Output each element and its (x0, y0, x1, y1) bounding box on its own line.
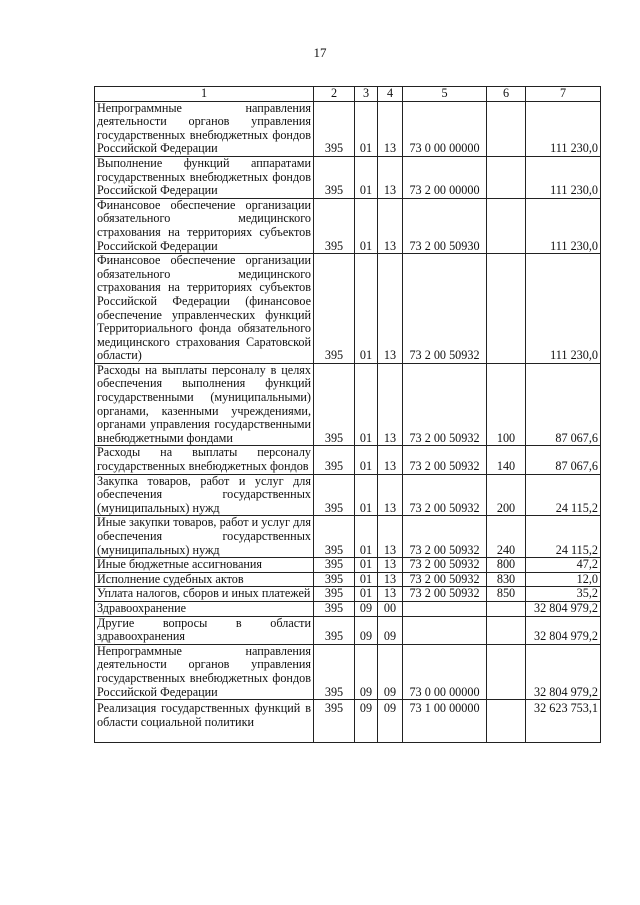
cell-col-2: 395 (314, 644, 355, 699)
column-header-5: 5 (403, 87, 487, 102)
cell-col-6 (487, 644, 526, 699)
cell-col-7: 111 230,0 (526, 254, 601, 364)
table-row (95, 474, 601, 516)
row-name: Выполнение функций аппаратами государственных внебюджетных фондов Российской Федерации (95, 156, 314, 198)
row-name: Иные бюджетные ассигнования (95, 558, 314, 573)
table-row (95, 700, 601, 743)
cell-col-2: 395 (314, 700, 355, 743)
cell-col-5: 73 2 00 50932 (403, 558, 487, 573)
cell-col-3: 01 (355, 254, 378, 364)
cell-col-5: 73 2 00 50932 (403, 587, 487, 602)
cell-col-2: 395 (314, 446, 355, 474)
cell-col-3: 01 (355, 474, 378, 516)
cell-col-6 (487, 616, 526, 644)
cell-col-7: 32 804 979,2 (526, 616, 601, 644)
table-row (95, 558, 601, 573)
cell-col-4: 13 (378, 572, 403, 587)
cell-col-7: 32 623 753,1 (526, 700, 601, 743)
cell-col-2: 395 (314, 572, 355, 587)
row-name: Здравоохранение (95, 601, 314, 616)
cell-col-7: 47,2 (526, 558, 601, 573)
cell-col-4: 13 (378, 587, 403, 602)
cell-col-7: 32 804 979,2 (526, 601, 601, 616)
cell-col-2: 395 (314, 198, 355, 253)
row-name: Иные закупки товаров, работ и услуг для обеспечения государственных (муниципальных) нужд (95, 516, 314, 558)
cell-col-4: 13 (378, 101, 403, 156)
cell-col-3: 01 (355, 587, 378, 602)
cell-col-4: 13 (378, 446, 403, 474)
cell-col-7: 35,2 (526, 587, 601, 602)
column-header-1: 1 (95, 87, 314, 102)
cell-col-4: 13 (378, 474, 403, 516)
cell-col-6 (487, 601, 526, 616)
cell-col-2: 395 (314, 587, 355, 602)
table-row (95, 516, 601, 558)
cell-col-6 (487, 254, 526, 364)
cell-col-3: 01 (355, 156, 378, 198)
cell-col-6: 100 (487, 363, 526, 446)
cell-col-6 (487, 101, 526, 156)
row-name: Реализация государственных функций в области социальной политики (95, 700, 314, 743)
row-name: Расходы на выплаты персоналу в целях обеспечения выполнения функций государственными (муниципальными) органами, казенными учреждениями, органами управления государственными внебюджетными фондами (95, 363, 314, 446)
cell-col-7: 87 067,6 (526, 446, 601, 474)
cell-col-2: 395 (314, 363, 355, 446)
cell-col-7: 111 230,0 (526, 198, 601, 253)
cell-col-6: 800 (487, 558, 526, 573)
row-name: Исполнение судебных актов (95, 572, 314, 587)
cell-col-5 (403, 601, 487, 616)
row-name: Другие вопросы в области здравоохранения (95, 616, 314, 644)
column-header-4: 4 (378, 87, 403, 102)
row-name: Финансовое обеспечение организации обязательного медицинского страхования на территориях субъектов Российской Федерации (финансовое обеспечение управленческих функций Территориального фонда обязательного медицинского страхования Саратовской области) (95, 254, 314, 364)
table-row (95, 198, 601, 253)
row-name: Закупка товаров, работ и услуг для обеспечения государственных (муниципальных) нужд (95, 474, 314, 516)
cell-col-3: 01 (355, 558, 378, 573)
row-name: Финансовое обеспечение организации обязательного медицинского страхования на территориях субъектов Российской Федерации (95, 198, 314, 253)
cell-col-4: 00 (378, 601, 403, 616)
cell-col-5 (403, 616, 487, 644)
cell-col-2: 395 (314, 516, 355, 558)
cell-col-6 (487, 198, 526, 253)
table-row (95, 156, 601, 198)
cell-col-7: 111 230,0 (526, 156, 601, 198)
column-header-7: 7 (526, 87, 601, 102)
cell-col-2: 395 (314, 101, 355, 156)
cell-col-7: 24 115,2 (526, 516, 601, 558)
cell-col-2: 395 (314, 616, 355, 644)
cell-col-3: 01 (355, 446, 378, 474)
table-row (95, 254, 601, 364)
cell-col-4: 13 (378, 198, 403, 253)
cell-col-2: 395 (314, 558, 355, 573)
cell-col-3: 01 (355, 516, 378, 558)
cell-col-6: 830 (487, 572, 526, 587)
cell-col-7: 87 067,6 (526, 363, 601, 446)
cell-col-4: 09 (378, 644, 403, 699)
cell-col-4: 13 (378, 156, 403, 198)
cell-col-3: 09 (355, 644, 378, 699)
cell-col-2: 395 (314, 156, 355, 198)
cell-col-6: 240 (487, 516, 526, 558)
cell-col-7: 24 115,2 (526, 474, 601, 516)
cell-col-5: 73 2 00 50932 (403, 446, 487, 474)
table-row (95, 587, 601, 602)
cell-col-6 (487, 156, 526, 198)
cell-col-4: 13 (378, 558, 403, 573)
table-row (95, 101, 601, 156)
cell-col-7: 12,0 (526, 572, 601, 587)
table-row (95, 363, 601, 446)
cell-col-3: 09 (355, 601, 378, 616)
cell-col-2: 395 (314, 474, 355, 516)
column-header-2: 2 (314, 87, 355, 102)
cell-col-4: 09 (378, 616, 403, 644)
cell-col-3: 09 (355, 616, 378, 644)
column-header-6: 6 (487, 87, 526, 102)
cell-col-3: 01 (355, 101, 378, 156)
cell-col-3: 01 (355, 572, 378, 587)
cell-col-2: 395 (314, 254, 355, 364)
cell-col-6: 140 (487, 446, 526, 474)
cell-col-3: 01 (355, 363, 378, 446)
page-number: 17 (313, 45, 327, 60)
table-row (95, 572, 601, 587)
cell-col-5: 73 0 00 00000 (403, 101, 487, 156)
cell-col-2: 395 (314, 601, 355, 616)
table-row (95, 644, 601, 699)
cell-col-7: 111 230,0 (526, 101, 601, 156)
cell-col-4: 13 (378, 363, 403, 446)
cell-col-7: 32 804 979,2 (526, 644, 601, 699)
cell-col-4: 13 (378, 254, 403, 364)
cell-col-4: 09 (378, 700, 403, 743)
cell-col-5: 73 2 00 50932 (403, 363, 487, 446)
cell-col-6: 200 (487, 474, 526, 516)
cell-col-6: 850 (487, 587, 526, 602)
row-name: Уплата налогов, сборов и иных платежей (95, 587, 314, 602)
cell-col-6 (487, 700, 526, 743)
row-name: Расходы на выплаты персоналу государственных внебюджетных фондов (95, 446, 314, 474)
table-row (95, 616, 601, 644)
table-row (95, 601, 601, 616)
cell-col-5: 73 1 00 00000 (403, 700, 487, 743)
cell-col-4: 13 (378, 516, 403, 558)
cell-col-5: 73 2 00 50932 (403, 572, 487, 587)
cell-col-5: 73 2 00 50930 (403, 198, 487, 253)
cell-col-3: 01 (355, 198, 378, 253)
cell-col-5: 73 0 00 00000 (403, 644, 487, 699)
cell-col-5: 73 2 00 50932 (403, 516, 487, 558)
cell-col-5: 73 2 00 50932 (403, 474, 487, 516)
cell-col-5: 73 2 00 50932 (403, 254, 487, 364)
table-row (95, 446, 601, 474)
budget-table (94, 86, 601, 743)
row-name: Непрограммные направления деятельности органов управления государственных внебюджетных фондов Российской Федерации (95, 644, 314, 699)
table-header-row (95, 87, 601, 102)
column-header-3: 3 (355, 87, 378, 102)
cell-col-3: 09 (355, 700, 378, 743)
cell-col-5: 73 2 00 00000 (403, 156, 487, 198)
row-name: Непрограммные направления деятельности органов управления государственных внебюджетных фондов Российской Федерации (95, 101, 314, 156)
